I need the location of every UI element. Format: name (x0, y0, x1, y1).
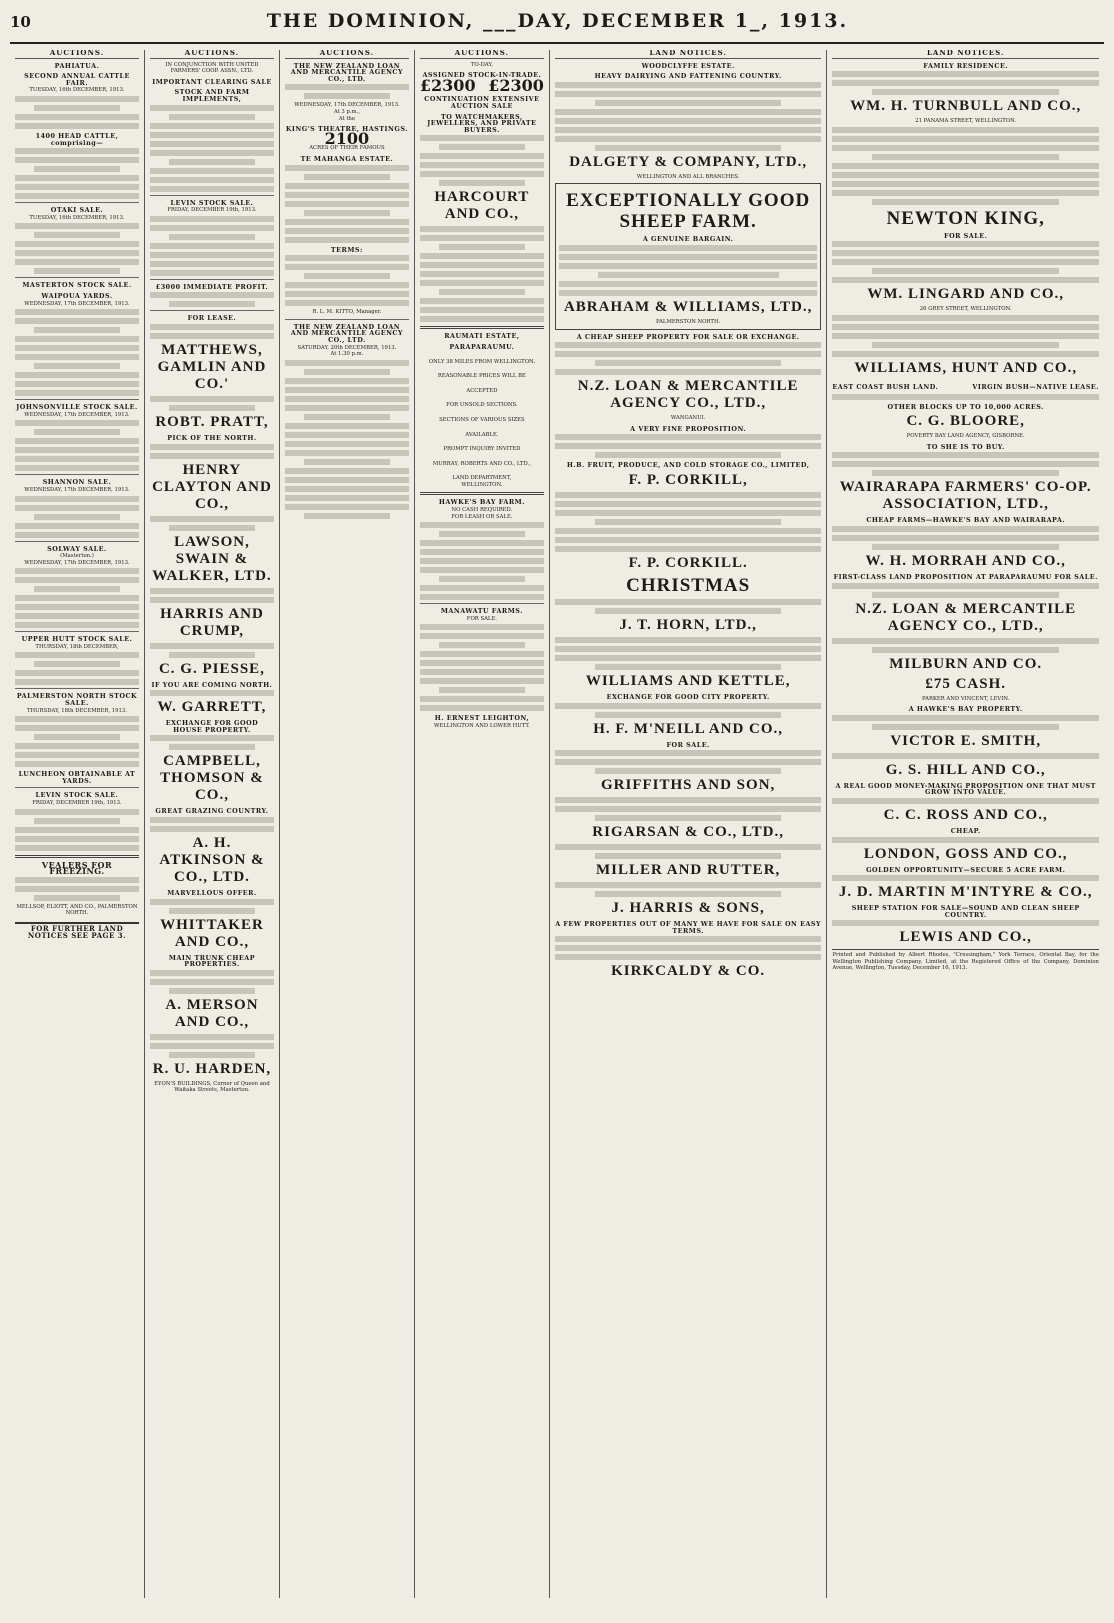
advertiser-name: WILLIAMS, HUNT AND CO., (854, 359, 1078, 376)
ad-heading: ASSIGNED STOCK-IN-TRADE. (422, 71, 542, 80)
ad-text: REASONABLE PRICES WILL BE (437, 373, 526, 380)
price: £2300 (488, 75, 544, 95)
advertiser-name: LEWIS AND CO., (899, 929, 1032, 946)
advertiser-name: A. MERSON AND CO., (165, 996, 259, 1030)
advertiser-name: C. G. BLOORE, (906, 413, 1025, 430)
advertiser-name: W. H. MORRAH AND CO., (865, 552, 1066, 569)
ad-text: At the (338, 115, 356, 122)
column-5 (550, 50, 828, 1598)
ad-address: WELLINGTON. (461, 481, 503, 488)
advertiser-name: GRIFFITHS AND SON, (601, 777, 776, 794)
ad-heading: OTAKI SALE. (50, 206, 104, 215)
advertiser-name: NEWTON KING, (886, 207, 1045, 229)
ad-heading: CHEAP FARMS—HAWKE'S BAY AND WAIRARAPA. (866, 516, 1066, 525)
ad-text: FOR UNSOLD SECTIONS. (446, 402, 518, 409)
ad-heading: £3000 IMMEDIATE PROFIT. (155, 282, 269, 291)
advertiser-name: C. G. PIESSE, (158, 660, 265, 677)
ad-date: TUESDAY, 16th DECEMBER, 1913. (29, 214, 125, 221)
advertiser-name: A. H. ATKINSON & CO., LTD. (159, 834, 265, 885)
ad-heading: HEAVY DAIRYING AND FATTENING COUNTRY. (594, 72, 782, 81)
ad-heading: GREAT GRAZING COUNTRY. (155, 807, 269, 816)
column-4 (415, 50, 550, 1598)
ad-date: WEDNESDAY, 17th DECEMBER, 1913. (24, 411, 130, 418)
ad-heading: A REAL GOOD MONEY-MAKING PROPOSITION ONE THAT MUST GROW INTO VALUE. (835, 781, 1096, 797)
ad-address: WELLINGTON AND LOWER HUTT. (433, 723, 530, 730)
column-1 (10, 50, 145, 1598)
ad-date: SATURDAY, 20th DECEMBER, 1913. (297, 344, 397, 351)
imprint: Printed and Published by Albert Rhodes, "Cressingham," York Terrace, Oriental Bay, for the Wellington Publishing Company, Limited, at the Registered Office of the Company, Dominion Avenue, Wellington, Tuesday, December 16, 1913. (832, 949, 1099, 972)
ad-text: FOR LEASH OR SALE. (451, 513, 513, 520)
ad-date: FRIDAY, DECEMBER 19th, 1913. (32, 800, 122, 807)
ad-heading: TERMS: (330, 245, 363, 254)
ad-heading: OTHER BLOCKS UP TO 10,000 ACRES. (887, 402, 1044, 411)
ad-heading: LEVIN STOCK SALE. (35, 791, 119, 800)
ad-address: PALMERSTON NORTH. (656, 318, 721, 325)
ad-heading: A VERY FINE PROPOSITION. (630, 424, 747, 433)
column-2 (145, 50, 280, 1598)
ad-heading: A FEW PROPERTIES OUT OF MANY WE HAVE FOR SALE ON EASY TERMS. (555, 920, 822, 935)
advertiser-name: HENRY CLAYTON AND CO., (152, 461, 272, 512)
ad-heading: THE NEW ZEALAND LOAN AND MERCANTILE AGENCY CO., LTD. (290, 61, 404, 83)
advertiser-name: WAIRARAPA FARMERS' CO-OP. ASSOCIATION, LTD., (839, 479, 1092, 513)
ad-venue: KING'S THEATRE, HASTINGS. (285, 125, 408, 134)
ad-date: WEDNESDAY, 17th DECEMBER, 1913. (294, 102, 400, 109)
advertiser-name: HARCOURT AND CO., (434, 189, 530, 223)
advertiser-name: VICTOR E. SMITH, (890, 732, 1042, 749)
ad-date: THURSDAY, 18th DECEMBER, (35, 643, 119, 650)
ad-heading: SECOND ANNUAL CATTLE FAIR. (24, 72, 130, 87)
ad-heading: 1400 HEAD CATTLE, comprising— (35, 131, 119, 147)
ad-heading: HAWKE'S BAY FARM. (438, 498, 525, 507)
ad-heading: RAUMATI ESTATE, (444, 332, 520, 341)
masthead (10, 10, 1104, 44)
ad-heading: VIRGIN BUSH—NATIVE LEASE. (972, 382, 1099, 391)
ad-heading: A GENUINE BARGAIN. (642, 235, 734, 244)
advertiser-name: RIGARSAN & CO., LTD., (592, 824, 785, 841)
ad-heading: IMPORTANT CLEARING SALE (152, 77, 272, 86)
ad-text: FOR SALE. (466, 615, 497, 622)
ad-heading: LEVIN STOCK SALE. (170, 198, 254, 207)
advertiser-name: J. D. MARTIN M'INTYRE & CO., (838, 884, 1093, 901)
ad-heading: MANAWATU FARMS. (440, 607, 523, 616)
ad-heading: LUNCHEON OBTAINABLE AT YARDS. (18, 770, 136, 785)
ad-box (555, 183, 822, 329)
advertiser-name: W. GARRETT, (157, 699, 267, 716)
footer-notice: FOR FURTHER LAND NOTICES SEE PAGE 3. (15, 922, 139, 939)
advertiser-name: MURRAY, ROBERTS AND CO., LTD., (432, 460, 531, 467)
ad-heading: MAIN TRUNK CHEAP PROPERTIES. (168, 953, 255, 969)
ad-text: ONLY 38 MILES FROM WELLINGTON. (428, 358, 536, 365)
section-heading: AUCTIONS. (285, 50, 409, 59)
ad-heading: TO SHE IS TO BUY. (926, 442, 1005, 451)
ad-address: WANGANUI. (670, 415, 706, 422)
ad-heading: EXCHANGE FOR GOOD HOUSE PROPERTY. (165, 719, 259, 734)
section-heading: AUCTIONS. (150, 50, 274, 59)
advertiser-name: R. U. HARDEN, (152, 1060, 272, 1077)
ad-address: EYON'S BUILDINGS, Corner of Queen and Waitaka Streets, Masterton. (154, 1080, 270, 1094)
advertiser-name: LAWSON, SWAIN & WALKER, LTD. (152, 533, 272, 584)
ad-date: THURSDAY, 18th DECEMBER, 1913. (26, 707, 127, 714)
advertiser-name: HARRIS AND CRUMP, (160, 605, 264, 639)
advertiser-name: C. C. ROSS AND CO., (883, 806, 1048, 823)
section-heading: AUCTIONS. (420, 50, 544, 59)
ad-heading: PAHIATUA. (54, 61, 100, 70)
ad-heading: A HAWKE'S BAY PROPERTY. (908, 705, 1023, 714)
ad-heading: FOR LEASE. (187, 314, 237, 323)
ad-text: NO CASH REQUIRED. (451, 507, 513, 514)
ad-text: AVAILABLE. (465, 431, 499, 438)
columns (10, 50, 1104, 1598)
advertiser-name: J. T. HORN, LTD., (619, 616, 757, 633)
ad-text: ACCEPTED (466, 387, 498, 394)
ad-heading: EXCHANGE FOR GOOD CITY PROPERTY. (606, 692, 770, 701)
ad-date: FRIDAY, DECEMBER 19th, 1913. (167, 207, 257, 214)
advertiser-name: CAMPBELL, THOMSON & CO., (160, 753, 264, 804)
ad-date: WEDNESDAY, 17th DECEMBER, 1913. (24, 300, 130, 307)
ad-date: WEDNESDAY, 17th DECEMBER, 1913. (24, 559, 130, 566)
ad-heading: FOR SALE. (944, 231, 988, 240)
advertiser-name: N.Z. LOAN & MERCANTILE AGENCY CO., LTD., (577, 378, 799, 412)
ad-address: PARKER AND VINCENT, LEVIN. (922, 695, 1010, 702)
ad-date: TUESDAY, 16th DECEMBER, 1913. (29, 87, 125, 94)
advertiser-name: ABRAHAM & WILLIAMS, LTD., (563, 298, 813, 315)
ad-heading: A CHEAP SHEEP PROPERTY FOR SALE OR EXCHANGE. (576, 332, 800, 341)
ad-heading: FOR SALE. (666, 740, 710, 749)
advertiser-name: MILBURN AND CO. (889, 655, 1043, 672)
ad-heading: PICK OF THE NORTH. (167, 433, 257, 442)
advertiser-name: KIRKCALDY & CO. (611, 963, 766, 980)
ad-address: WELLINGTON AND ALL BRANCHES. (636, 173, 740, 180)
ad-headline: CHRISTMAS (626, 574, 751, 596)
ad-heading: GOLDEN OPPORTUNITY—SECURE 5 ACRE FARM. (866, 865, 1066, 874)
ad-heading: TE MAHANGA ESTATE. (300, 154, 394, 163)
advertiser-name: N.Z. LOAN & MERCANTILE AGENCY CO., LTD., (855, 600, 1077, 634)
column-3 (280, 50, 415, 1598)
signature: R. L. M. KITTO, Manager. (312, 309, 382, 316)
ad-heading: CHEAP. (950, 826, 981, 835)
advertiser-name: WM. LINGARD AND CO., (867, 286, 1065, 303)
section-heading: LAND NOTICES. (832, 50, 1099, 59)
ad-text: ACRES OF THEIR FAMOUS (309, 145, 385, 152)
price: £2300 (419, 75, 476, 95)
ad-heading: JOHNSONVILLE STOCK SALE. (16, 403, 138, 412)
advertiser-name: WILLIAMS AND KETTLE, (585, 672, 791, 689)
ad-heading: SHANNON SALE. (42, 478, 112, 487)
ad-date: TO-DAY, (470, 61, 493, 68)
ad-headline: £75 CASH. (925, 675, 1007, 692)
column-6 (827, 50, 1104, 1598)
advertiser-name: LONDON, GOSS AND CO., (863, 845, 1068, 862)
ad-heading: MARVELLOUS OFFER. (167, 888, 257, 897)
advertiser-name: WM. H. TURNBULL AND CO., (850, 98, 1082, 115)
advertiser-name: J. HARRIS & SONS, (611, 900, 765, 917)
ad-heading: WOODCLYFFE ESTATE. (641, 61, 735, 70)
advertiser-name: F. P. CORKILL. (628, 554, 748, 571)
advertiser-name: H.B. FRUIT, PRODUCE, AND COLD STORAGE CO., LIMITED, (566, 461, 810, 470)
advertiser-name: WHITTAKER AND CO., (160, 916, 264, 950)
ad-heading: UPPER HUTT STOCK SALE. (21, 635, 133, 644)
ad-text: SECTIONS OF VARIOUS SIZES (439, 416, 525, 423)
advertiser-name: ROBT. PRATT, (155, 413, 269, 430)
advertiser-name: H. F. M'NEILL AND CO., (593, 720, 784, 737)
ad-subheading: (Masterton.) (60, 553, 94, 560)
ad-heading: TO WATCHMAKERS, JEWELLERS, AND PRIVATE BUYERS. (427, 112, 537, 134)
ad-heading: VEALERS FOR FREEZING. (41, 859, 113, 877)
section-heading: LAND NOTICES. (555, 50, 822, 59)
advertiser-name: MATTHEWS, GAMLIN AND CO.' (157, 341, 267, 392)
newspaper-page (10, 10, 1104, 1603)
ad-heading: PALMERSTON NORTH STOCK SALE. (16, 692, 138, 708)
section-heading: AUCTIONS. (15, 50, 139, 59)
advertiser-name: MILLER AND RUTTER, (596, 862, 781, 879)
ad-heading: SOLWAY SALE. (47, 544, 107, 553)
advertiser-name: F. P. CORKILL, (628, 471, 748, 488)
ad-heading: SHEEP STATION FOR SALE—SOUND AND CLEAN SHEEP COUNTRY. (851, 904, 1080, 919)
ad-address: LAND DEPARTMENT, (452, 475, 512, 482)
ad-date: WEDNESDAY, 17th DECEMBER, 1913. (24, 486, 130, 493)
ad-heading: FIRST-CLASS LAND PROPOSITION AT PARAPARAUMU FOR SALE. (833, 572, 1098, 581)
ad-heading: IF YOU ARE COMING NORTH. (151, 680, 273, 689)
ad-heading: MASTERTON STOCK SALE. (22, 281, 132, 290)
page-number: 10 (10, 13, 31, 31)
ad-heading: STOCK AND FARM IMPLEMENTS, (174, 88, 250, 103)
ad-address: POVERTY BAY LAND AGENCY, GISBORNE. (906, 433, 1025, 440)
ad-heading: FAMILY RESIDENCE. (923, 61, 1009, 70)
ad-time: At 1.30 p.m. (330, 351, 364, 358)
advertiser-name: DALGETY & COMPANY, LTD., (569, 153, 808, 170)
page-title: THE DOMINION, ___DAY, DECEMBER 1_, 1913. (266, 10, 849, 32)
ad-address: 21 PANAMA STREET, WELLINGTON. (915, 118, 1017, 125)
ad-time: At 3 p.m., (333, 108, 360, 115)
ad-heading: EAST COAST BUSH LAND. (832, 382, 939, 391)
ad-text: PROMPT INQUIRY INVITED (443, 446, 521, 453)
ad-heading: PARAPARAUMU. (449, 342, 515, 351)
ad-heading: CONTINUATION EXTENSIVE AUCTION SALE (424, 95, 540, 110)
advertiser-name: G. S. HILL AND CO., (885, 761, 1046, 778)
ad-headline: EXCEPTIONALLY GOOD SHEEP FARM. (566, 190, 811, 233)
ad-address: MELLSOP, ELIOTT, AND CO., PALMERSTON NORTH. (16, 903, 138, 917)
ad-heading: THE NEW ZEALAND LOAN AND MERCANTILE AGENCY CO., LTD. (290, 322, 404, 344)
ad-address: 26 GREY STREET, WELLINGTON. (919, 306, 1012, 313)
ad-subheading: IN CONJUNCTION WITH UNITED FARMERS' COOP. ASSN., LTD. (165, 61, 259, 75)
ad-heading: WAIPOUA YARDS. (41, 291, 113, 300)
acreage: 2100 (324, 128, 370, 148)
advertiser-name: H. ERNEST LEIGHTON, (434, 714, 530, 723)
